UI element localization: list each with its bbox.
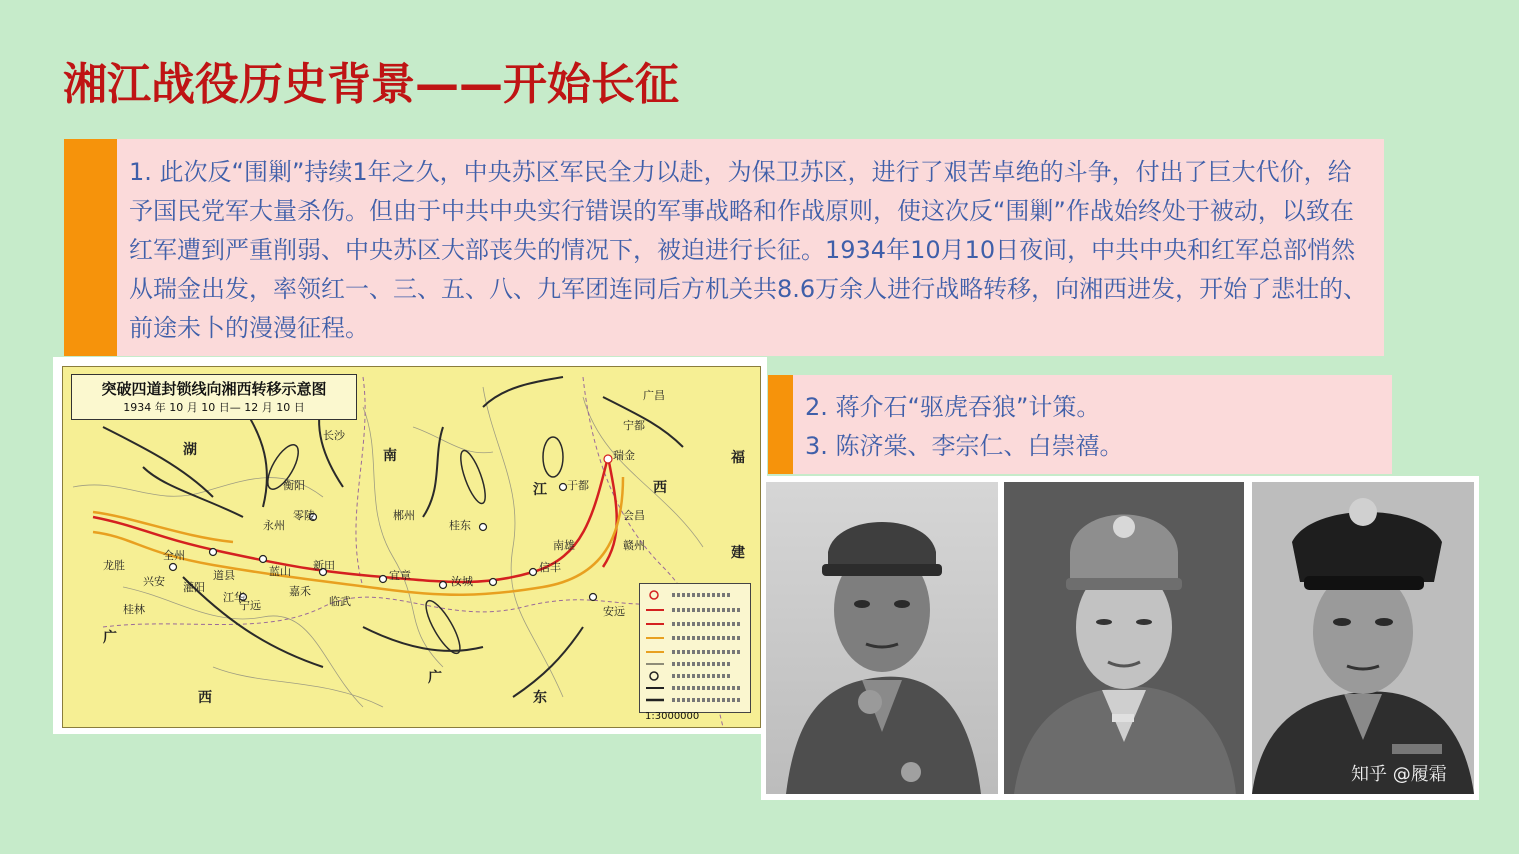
map-legend: [639, 583, 751, 713]
map-date-range: 1934 年 10 月 10 日— 12 月 10 日: [123, 401, 305, 414]
map-title: 突破四道封锁线向湘西转移示意图: [101, 380, 327, 398]
portrait-li-zongren: [1004, 482, 1244, 794]
map-place-label: 郴州: [393, 509, 415, 522]
point-item: 2. 蒋介石“驱虎吞狼”计策。: [805, 393, 1101, 421]
background-textbox: [64, 139, 1384, 356]
map-place-label: 会昌: [623, 509, 645, 522]
map-place-label: 临武: [329, 595, 351, 608]
point-item: 3. 陈济棠、李宗仁、白崇禧。: [805, 432, 1124, 460]
generals-photo-figure: [761, 476, 1479, 800]
map-region-label: 江: [533, 482, 547, 498]
map-region-label: 东: [533, 690, 547, 706]
map-place-label: 道县: [213, 569, 235, 582]
map-place-label: 衡阳: [283, 479, 305, 492]
map-region-label: 福: [731, 450, 745, 466]
portrait-chen-jitang: [766, 482, 998, 794]
map-title-box: [71, 374, 357, 420]
map-place-label: 宁远: [239, 599, 261, 612]
points-list: [805, 388, 1124, 466]
map-place-label: 新田: [313, 559, 335, 572]
map-region-label: 南: [383, 448, 397, 464]
map-place-label: 广昌: [643, 389, 665, 402]
map-region-label: 湖: [183, 442, 197, 458]
map-region-label: 广: [428, 670, 442, 686]
map-place-label: 宁都: [623, 419, 645, 432]
map-place-label: 汝城: [451, 575, 473, 588]
map-place-label: 赣州: [623, 539, 645, 552]
map-region-label: 建: [731, 545, 745, 561]
map-scale: 1:3000000: [645, 711, 700, 722]
accent-bar: [768, 375, 793, 474]
map-place-label: 兴安: [143, 575, 165, 588]
map-region-label: 西: [198, 690, 212, 706]
map-region-label: 广: [103, 630, 117, 646]
map-place-label: 南雄: [553, 539, 575, 552]
slide-title: 湘江战役历史背景——开始长征: [63, 59, 679, 110]
map-place-label: 瑞金: [613, 449, 635, 462]
map-place-label: 桂林: [123, 603, 145, 616]
map-place-label: 灌阳: [183, 581, 205, 594]
map-place-label: 长沙: [323, 429, 345, 442]
map-place-label: 信丰: [539, 561, 561, 574]
accent-bar: [64, 139, 117, 356]
photo-watermark: 知乎 @履霜: [1351, 764, 1447, 785]
portrait-bai-chongxi: [1252, 482, 1474, 794]
map-place-label: 安远: [603, 605, 625, 618]
map-place-label: 于都: [567, 479, 589, 492]
map-region-label: 西: [653, 480, 667, 496]
map-place-label: 全州: [163, 549, 185, 562]
map-place-label: 蓝山: [269, 565, 291, 578]
map-place-label: 江华: [223, 591, 245, 604]
long-march-map-figure: [53, 357, 767, 734]
background-paragraph: 1. 此次反“围剿”持续1年之久，中央苏区军民全力以赴，为保卫苏区，进行了艰苦卓绝的斗争，付出了巨大代价，给予国民党军大量杀伤。但由于中共中央实行错误的军事战略和作战原则，使这次反“围剿”作战始终处于被动，以致在红军遭到严重削弱、中央苏区大部丧失的情况下，被迫进行长征。1934年10月10日夜间，中共中央和红军总部悄然从瑞金出发，率领红一、三、五、八、九军团连同后方机关共8.6万余人进行战略转移，向湘西进发，开始了悲壮的、前途未卜的漫漫征程。: [129, 158, 1368, 342]
map-place-label: 龙胜: [103, 559, 125, 572]
map-place-label: 嘉禾: [289, 585, 311, 598]
map-place-label: 永州: [263, 519, 285, 532]
map-place-label: 宜章: [389, 569, 411, 582]
long-march-map: [62, 366, 761, 728]
map-place-label: 桂东: [449, 519, 471, 532]
map-place-label: 零陵: [293, 509, 315, 522]
points-textbox: [768, 375, 1392, 474]
